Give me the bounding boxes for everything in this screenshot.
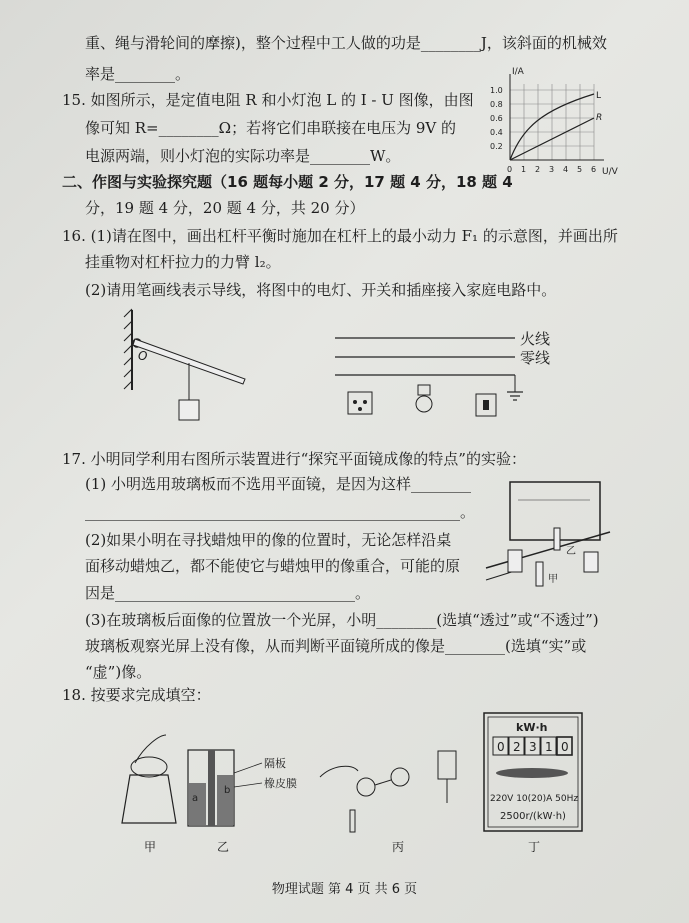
pivot-label: O (138, 349, 148, 363)
q16-line3: (2)请用笔画线表示导线，将图中的电灯、开关和插座接入家庭电路中。 (85, 281, 557, 299)
q17-line3: __________________________________________________。 (85, 503, 476, 521)
meter-rate: 2500r/(kW·h) (500, 811, 566, 822)
membrane-label: 橡皮膜 (264, 777, 297, 790)
label-l: L (596, 91, 602, 101)
q18-figures (100, 705, 620, 865)
q16-line2: 挂重物对杠杆拉力的力臂 l₂。 (85, 253, 281, 271)
x-tick: 3 (549, 165, 555, 174)
candle-jia-label: 甲 (548, 574, 558, 585)
q14-line1: 重、绳与滑轮间的摩擦)，整个过程中工人做的功是________J，该斜面的机械效 (85, 34, 607, 52)
y-tick: 0.8 (490, 100, 503, 109)
circuit-diagram (330, 330, 570, 430)
q17-line1: 17. 小明同学利用右图所示装置进行“探究平面镜成像的特点”的实验： (62, 450, 526, 468)
x-tick: 6 (591, 165, 597, 174)
lever-diagram (120, 305, 255, 430)
x-tick: 4 (563, 165, 569, 174)
fig-label-bing: 丙 (392, 840, 405, 854)
section2-heading-cont: 分，19 题 4 分，20 题 4 分，共 20 分） (85, 199, 365, 217)
meter-unit: kW·h (516, 721, 548, 734)
meter-digit: 0 (497, 740, 505, 754)
live-wire-label: 火线 (520, 330, 551, 348)
meter-digit: 1 (545, 740, 553, 754)
q17-line5: 面移动蜡烛乙，都不能使它与蜡烛甲的像重合，可能的原 (85, 557, 461, 575)
label-r: R (596, 113, 603, 123)
y-tick: 0.6 (490, 114, 503, 123)
q17-line9: “虚”)像。 (85, 663, 152, 681)
meter-digit: 3 (529, 740, 537, 754)
y-tick: 1.0 (490, 86, 503, 95)
neutral-wire-label: 零线 (520, 349, 551, 367)
x-tick: 2 (535, 165, 541, 174)
fig-label-ding: 丁 (528, 840, 541, 854)
partition-label: 隔板 (264, 757, 286, 770)
page-footer: 物理试题 第 4 页 共 6 页 (271, 882, 418, 897)
q15-line1: 15. 如图所示，是定值电阻 R 和小灯泡 L 的 I - U 图像，由图 (62, 91, 474, 109)
y-tick: 0.2 (490, 142, 503, 151)
q15-line2: 像可知 R=________Ω；若将它们串联接在电压为 9V 的 (85, 119, 456, 137)
x-tick: 5 (577, 165, 583, 174)
lamp-icon (418, 385, 430, 395)
x-axis-label: U/V (602, 167, 618, 177)
q17-line4: (2)如果小明在寻找蜡烛甲的像的位置时，无论怎样沿桌 (85, 531, 452, 549)
q15-line3: 电源两端，则小灯泡的实际功率是________W。 (85, 147, 401, 165)
q17-line7: (3)在玻璃板后面像的位置放一个光屏，小明________(选填“透过”或“不透过”) (85, 611, 599, 629)
iu-graph (482, 60, 632, 185)
candle-yi-label: 乙 (566, 546, 576, 557)
fig-label-yi: 乙 (217, 840, 230, 854)
x-tick: 0 (507, 165, 513, 174)
meter-digit: 2 (513, 740, 521, 754)
meter-digit: 0 (561, 740, 569, 754)
q17-line2: (1) 小明选用玻璃板而不选用平面镜，是因为这样________ (85, 475, 472, 493)
q16-line1: 16. (1)请在图中，画出杠杆平衡时施加在杠杆上的最小动力 F₁ 的示意图，并画出所 (62, 227, 618, 245)
y-tick: 0.4 (490, 128, 503, 137)
label-b: b (224, 785, 231, 796)
section2-heading: 二、作图与实验探究题（16 题每小题 2 分，17 题 4 分，18 题 4 (62, 173, 513, 191)
q14-line2: 率是________。 (85, 65, 191, 83)
q17-line6: 因是________________________________。 (85, 584, 371, 602)
q18-line1: 18. 按要求完成填空： (62, 686, 211, 704)
q17-line8: 玻璃板观察光屏上没有像，从而判断平面镜所成的像是________(选填“实”或 (85, 637, 587, 655)
fig-label-jia: 甲 (144, 840, 157, 854)
label-a: a (192, 793, 199, 804)
mirror-apparatus (478, 470, 638, 590)
x-tick: 1 (521, 165, 527, 174)
y-axis-label: I/A (512, 67, 524, 77)
meter-spec: 220V 10(20)A 50Hz (490, 794, 579, 804)
